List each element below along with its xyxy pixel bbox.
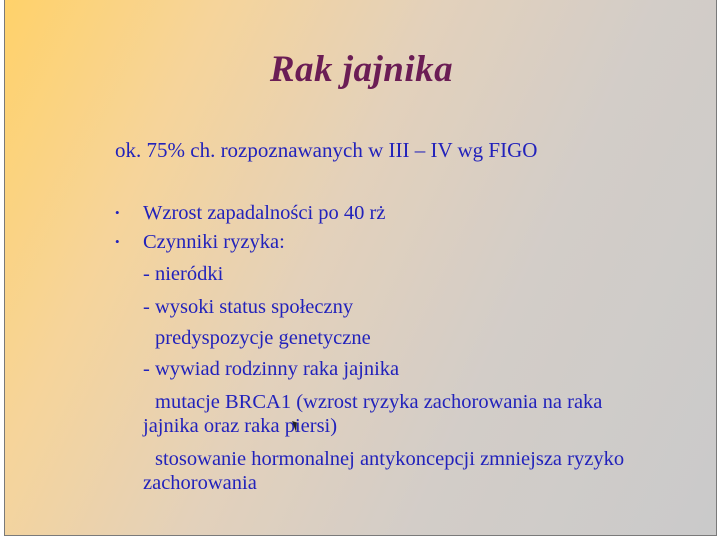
sub-item: zachorowania — [143, 472, 257, 494]
sub-item: - wysoki status społeczny — [143, 296, 354, 318]
sub-item: stosowanie hormonalnej antykoncepcji zmniejsza ryzyko — [155, 448, 625, 470]
sub-item: mutacje BRCA1 (wzrost ryzyka zachorowania na raka — [155, 391, 603, 413]
bullet-item: Czynniki ryzyka: — [143, 231, 285, 253]
sub-item: - nieródki — [143, 263, 224, 285]
bullet-icon: • — [115, 234, 120, 249]
slide — [4, 0, 717, 536]
sub-item: - wywiad rodzinny raka jajnika — [143, 358, 400, 380]
slide-title: Rak jajnika — [269, 49, 454, 90]
bullet-item: Wzrost zapadalności po 40 rż — [143, 202, 386, 224]
bullet-icon: • — [115, 205, 120, 220]
slide-subtitle: ok. 75% ch. rozpoznawanych w III – IV wg FIGO — [115, 138, 538, 162]
sub-item: predyspozycje genetyczne — [155, 327, 371, 349]
bullet-list — [5, 0, 718, 536]
sub-item: jajnika oraz raka piersi) — [143, 415, 338, 437]
